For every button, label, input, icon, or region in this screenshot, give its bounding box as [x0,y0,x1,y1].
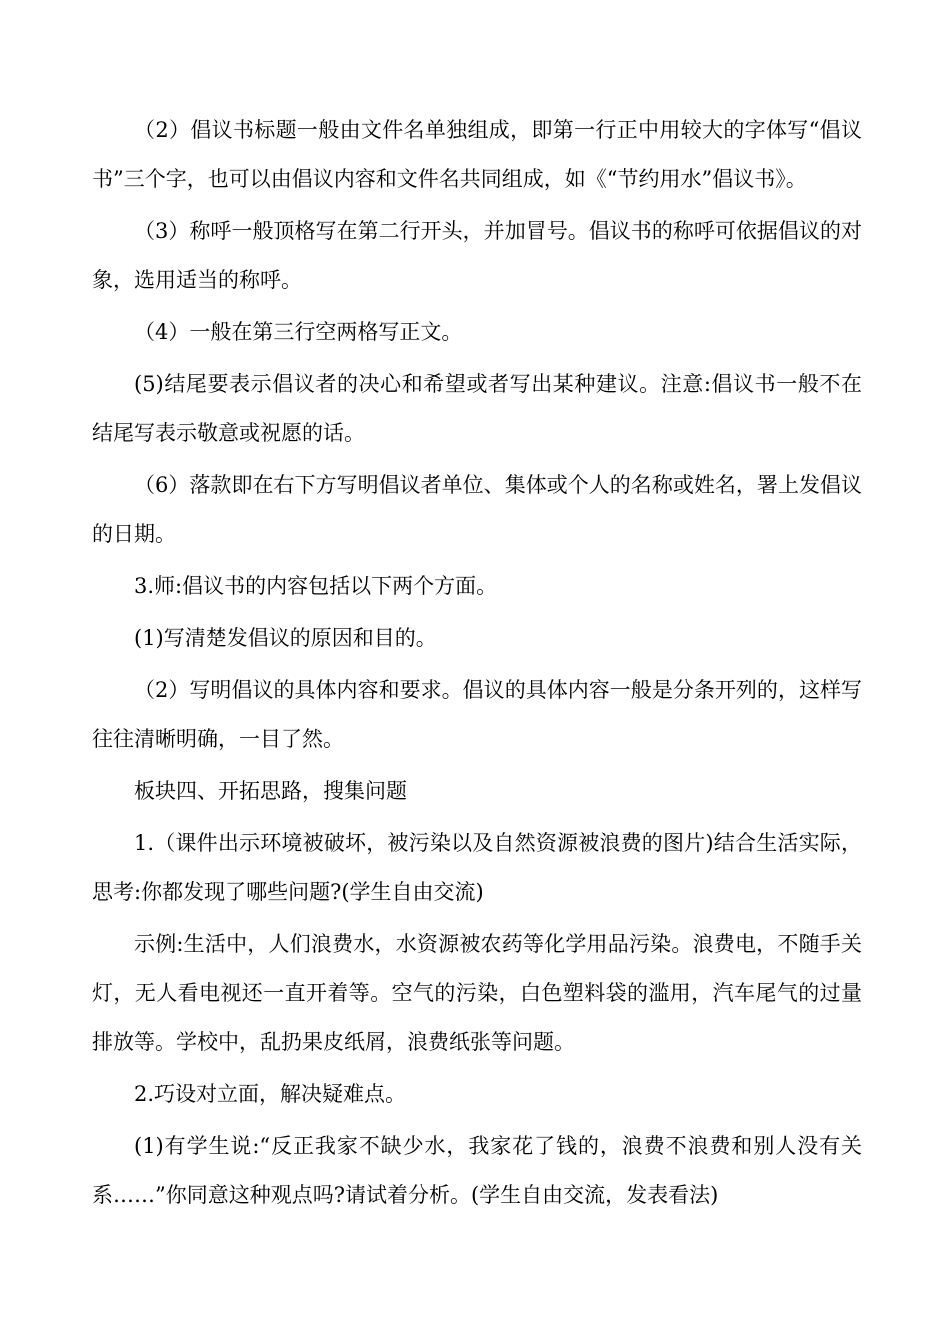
paragraph-opposing-view: 2.巧设对立面，解决疑难点。 [134,1082,407,1106]
paragraph-content-reason: (1)写清楚发倡议的原因和目的。 [134,626,437,650]
paragraph-student-statement: (1)有学生说:“反正我家不缺少水，我家花了钱的，浪费不浪费和别人没有关系……”你同意这种观点吗?请试着分析。(学生自由交流，发表看法) [92,1134,862,1207]
paragraph-title-format: （2）倡议书标题一般由文件名单独组成，即第一行正中用较大的字体写“倡议书”三个字，也可以由倡议内容和文件名共同组成，如《“节约用水”倡议书》。 [92,118,862,191]
paragraph-example: 示例:生活中，人们浪费水，水资源被农药等化学用品污染。浪费电，不随手关灯，无人看电视还一直开着等。空气的污染，白色塑料袋的滥用，汽车尾气的过量排放等。学校中，乱扔果皮纸屑，浪费纸张等问题。 [92,932,862,1054]
paragraph-content-intro: 3.师:倡议书的内容包括以下两个方面。 [134,574,498,598]
paragraph-content-requirements: （2）写明倡议的具体内容和要求。倡议的具体内容一般是分条开列的，这样写往往清晰明确，一目了然。 [92,678,862,751]
paragraph-ending: (5)结尾要表示倡议者的决心和希望或者写出某种建议。注意:倡议书一般不在结尾写表示敬意或祝愿的话。 [92,372,862,445]
paragraph-discussion: 1.（课件出示环境被破坏，被污染以及自然资源被浪费的图片)结合生活实际，思考:你都发现了哪些问题?(学生自由交流) [92,831,862,904]
paragraph-body-start: （4）一般在第三行空两格写正文。 [134,320,463,344]
paragraph-signature: （6）落款即在右下方写明倡议者单位、集体或个人的名称或姓名，署上发倡议的日期。 [92,473,862,546]
document-page [92,106,862,1223]
section-heading: 板块四、开拓思路，搜集问题 [134,779,407,803]
paragraph-salutation: （3）称呼一般顶格写在第二行开头，并加冒号。倡议书的称呼可依据倡议的对象，选用适当的称呼。 [92,219,862,292]
